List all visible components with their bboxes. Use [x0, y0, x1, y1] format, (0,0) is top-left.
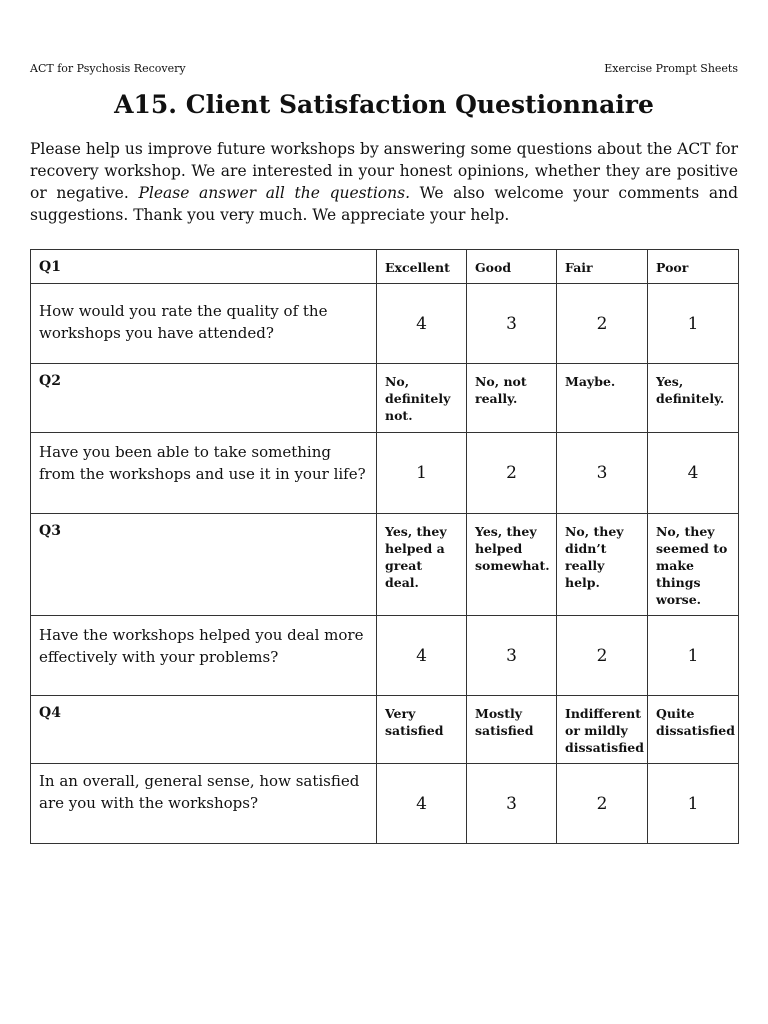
q2-option-1: No, definitely not. — [377, 364, 467, 433]
q3-option-1: Yes, they helped a great deal. — [377, 514, 467, 616]
q1-header-row — [31, 250, 739, 284]
q4-option-3: Indifferent or mildly dissatisfied — [557, 696, 648, 764]
header-left: ACT for Psychosis Recovery — [30, 62, 186, 75]
q1-option-3: Fair — [557, 250, 648, 284]
q1-text: How would you rate the quality of the workshops you have attended? — [31, 284, 377, 364]
q3-score-1[interactable]: 4 — [377, 616, 467, 696]
q2-score-4[interactable]: 4 — [648, 433, 739, 514]
q4-score-1[interactable]: 4 — [377, 764, 467, 844]
q2-label: Q2 — [31, 364, 377, 433]
page-title: A15. Client Satisfaction Questionnaire — [114, 90, 654, 119]
running-header — [30, 62, 738, 75]
q1-option-2: Good — [467, 250, 557, 284]
q4-question-row — [31, 764, 739, 844]
q1-option-4: Poor — [648, 250, 739, 284]
q1-score-4[interactable]: 1 — [648, 284, 739, 364]
q4-header-row — [31, 696, 739, 764]
q2-option-2: No, not really. — [467, 364, 557, 433]
q2-option-4: Yes, definitely. — [648, 364, 739, 433]
q2-score-2[interactable]: 2 — [467, 433, 557, 514]
q4-score-3[interactable]: 2 — [557, 764, 648, 844]
intro-paragraph — [30, 138, 738, 226]
q4-label: Q4 — [31, 696, 377, 764]
q4-option-2: Mostly satisfied — [467, 696, 557, 764]
q3-text: Have the workshops helped you deal more effectively with your problems? — [31, 616, 377, 696]
q4-score-4[interactable]: 1 — [648, 764, 739, 844]
q1-question-row — [31, 284, 739, 364]
questionnaire-table — [30, 249, 739, 844]
intro-text-1: Please help us improve future workshops by answering some questions about the ACT for recovery workshop. We are interested in your honest opinions, whether they are positive or negative. — [30, 140, 738, 202]
q3-score-4[interactable]: 1 — [648, 616, 739, 696]
q3-score-3[interactable]: 2 — [557, 616, 648, 696]
q3-option-4: No, they seemed to make things worse. — [648, 514, 739, 616]
q1-score-1[interactable]: 4 — [377, 284, 467, 364]
q2-text: Have you been able to take something from the workshops and use it in your life? — [31, 433, 377, 514]
intro-text-2: We also welcome your comments and suggestions. Thank you very much. We appreciate your help. — [30, 184, 738, 224]
q1-score-2[interactable]: 3 — [467, 284, 557, 364]
q2-option-3: Maybe. — [557, 364, 648, 433]
q3-header-row — [31, 514, 739, 616]
header-right: Exercise Prompt Sheets — [604, 62, 738, 75]
q4-option-1: Very satisfied — [377, 696, 467, 764]
q4-score-2[interactable]: 3 — [467, 764, 557, 844]
q3-score-2[interactable]: 3 — [467, 616, 557, 696]
q3-option-3: No, they didn’t really help. — [557, 514, 648, 616]
q3-option-2: Yes, they helped somewhat. — [467, 514, 557, 616]
q3-question-row — [31, 616, 739, 696]
q2-score-1[interactable]: 1 — [377, 433, 467, 514]
q1-score-3[interactable]: 2 — [557, 284, 648, 364]
q4-option-4: Quite dissatisfied — [648, 696, 739, 764]
q2-header-row — [31, 364, 739, 433]
q1-option-1: Excellent — [377, 250, 467, 284]
intro-italic: Please answer all the questions. — [138, 184, 411, 202]
q1-label: Q1 — [31, 250, 377, 284]
q4-text: In an overall, general sense, how satisfied are you with the workshops? — [31, 764, 377, 844]
q2-question-row — [31, 433, 739, 514]
q2-score-3[interactable]: 3 — [557, 433, 648, 514]
q3-label: Q3 — [31, 514, 377, 616]
